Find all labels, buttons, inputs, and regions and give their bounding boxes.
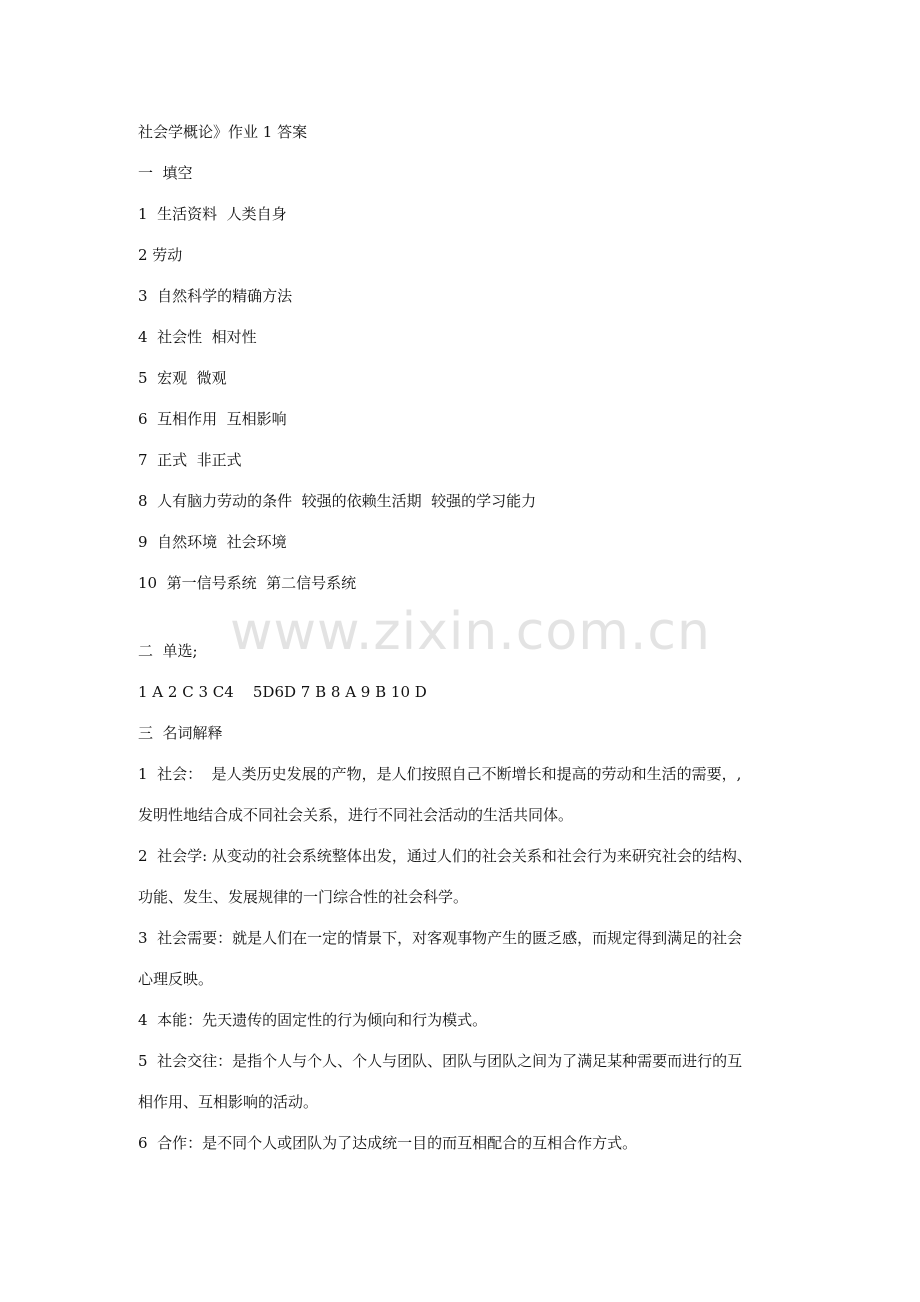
term-line-9: 相作用、互相影响的活动。 [138, 1093, 319, 1111]
section-heading-fill-in: 一 填空 [138, 164, 193, 182]
term-line-2: 发明性地结合成不同社会关系，进行不同社会活动的生活共同体。 [138, 806, 574, 824]
term-line-1: 1 社会： 是人类历史发展的产物，是人们按照自己不断增长和提高的劳动和生活的需要，, [138, 765, 742, 783]
term-line-4: 功能、发生、发展规律的一门综合性的社会科学。 [138, 888, 469, 906]
site-watermark: www.zixin.com.cn [230, 602, 711, 662]
single-choice-answers: 1 A 2 C 3 C4 5D6D 7 B 8 A 9 B 10 D [138, 683, 427, 701]
section-heading-terms: 三 名词解释 [138, 724, 223, 742]
fill-in-answer-10: 10 第一信号系统 第二信号系统 [138, 574, 357, 592]
fill-in-answer-3: 3 自然科学的精确方法 [138, 287, 293, 305]
term-line-10: 6 合作：是不同个人或团队为了达成统一目的而互相配合的互相合作方式。 [138, 1134, 638, 1152]
term-line-5: 3 社会需要：就是人们在一定的情景下，对客观事物产生的匮乏感，而规定得到满足的社会 [138, 929, 743, 947]
fill-in-answer-1: 1 生活资料 人类自身 [138, 205, 287, 223]
fill-in-answer-4: 4 社会性 相对性 [138, 328, 257, 346]
term-line-7: 4 本能：先天遗传的固定性的行为倾向和行为模式。 [138, 1011, 488, 1029]
fill-in-answer-6: 6 互相作用 互相影响 [138, 410, 287, 428]
term-line-6: 心理反映。 [138, 970, 214, 988]
term-line-3: 2 社会学: 从变动的社会系统整体出发，通过人们的社会关系和社会行为来研究社会的结构、 [138, 847, 752, 865]
section-heading-single-choice: 二 单选; [138, 642, 198, 660]
document-title: 社会学概论》作业 1 答案 [138, 123, 308, 141]
fill-in-answer-2: 2 劳动 [138, 246, 183, 264]
fill-in-answer-7: 7 正式 非正式 [138, 451, 242, 469]
fill-in-answer-9: 9 自然环境 社会环境 [138, 533, 287, 551]
term-line-8: 5 社会交往：是指个人与个人、个人与团队、团队与团队之间为了满足某种需要而进行的互 [138, 1052, 743, 1070]
fill-in-answer-5: 5 宏观 微观 [138, 369, 227, 387]
fill-in-answer-8: 8 人有脑力劳动的条件 较强的依赖生活期 较强的学习能力 [138, 492, 537, 510]
